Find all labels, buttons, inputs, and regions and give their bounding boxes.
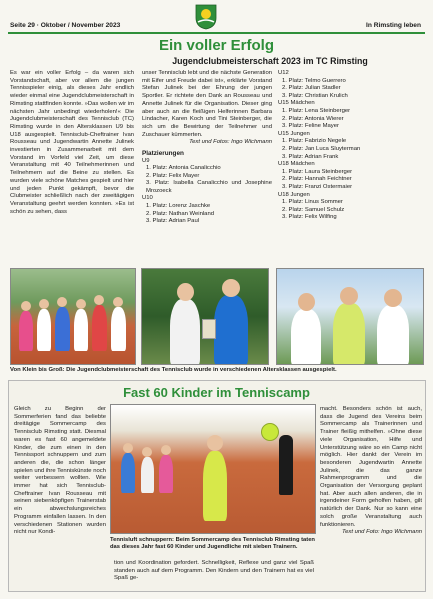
photo-award-ceremony — [141, 268, 269, 365]
article2-col3-text: macht. Besonders schön ist auch, dass die Jugend des Vereins beim Sommercamp als Trainerinnen und Trainer fleißig mithelfen. »Ohne diese viele Organisation, Hilfe und Unterstützung wäre so ein Camp nicht möglich. Hier dankt der Verein im besonderen Jugendwartin Annette Julinek, die das ganze Rahmenprogramm und die Organisation der Versorgung geplant hat. Aber auch allen anderen, die in irgendeiner Form geholfen haben, gilt natürlich der Dank. Nur so kann eine solch große Veranstaltung auch funktionieren. — [320, 406, 422, 528]
article2-column1 — [14, 406, 106, 537]
header-divider — [8, 32, 425, 34]
group-name: U15 Mädchen — [278, 100, 315, 107]
placement-item: 3. Platz: Adrian Frank — [282, 153, 339, 160]
placement-item: 3. Platz: Isabella Canalicchio und Josephine Mrozoeck — [146, 180, 272, 194]
placement-item: 2. Platz: Nathan Weinland — [146, 210, 215, 217]
article2-col1-text: Gleich zu Beginn der Sommerferien fand das beliebte dreitägige Sommercamp des Tennisclub Rimsting statt. Diesmal waren es fast 60 angemeldete Kinder, die zum einen in den Tennissport schnuppern und zum anderen die, die schon länger spielen und ihre Tenniskünste noch weiter verbessern wollten. Wie immer hat sich Tennisclub-Cheftrainer Ivan Rousseau mit seinen siebenköpfigen Trainerstab ein abwechslungsreiches Programm einfallen lassen. In den verschiedenen Stationen wurden nicht nur Kondi- — [14, 406, 106, 536]
placement-item: 3. Platz: Christian Krulich — [282, 92, 348, 99]
article1-column1 — [10, 70, 134, 216]
article1-photo-caption: Von Klein bis Groß: Die Jugendclubmeisterschaft des Tennisclub wurde in verschiedenen Altersklassen ausgespielt. — [10, 367, 337, 373]
placement-item: 1. Platz: Lena Steinberger — [282, 107, 351, 114]
article2-title: Fast 60 Kinder im Tenniscamp — [123, 385, 310, 400]
photo-girls-winners — [276, 268, 424, 365]
placements-heading: Platzierungen — [142, 149, 184, 157]
photo-tennis-camp — [110, 404, 316, 534]
article1-col2-text: unser Tennisclub lebt und die nächste Generation mit Eifer und Freude dabei ist«, erklärte Vorstand Stefan Julinek bei der Ehrung der jungen Sportler. Er richtete den Dank an Rousseau und Annette Julinek für die Organisation. Dieser ging aber auch an die fleißigen Helferinnen Barbara Lindacher, Karen Koch und Tini Steinberger, die sich um die Bewirtung der Teilnehmer und Zuschauer kümmerten. — [142, 70, 272, 138]
placement-item: 1. Platz: Telmo Guerrero — [282, 77, 346, 84]
placement-item: 1. Platz: Laura Steinberger — [282, 168, 353, 175]
placement-item: 3. Platz: Adrian Paul — [146, 218, 200, 225]
placement-item: 3. Platz: Felix Wilfing — [282, 214, 337, 221]
placement-item: 1. Platz: Linus Sommer — [282, 199, 343, 206]
placement-item: 2. Platz: Jan Luca Sluyterman — [282, 145, 361, 152]
photo-group-kids — [10, 268, 136, 365]
group-name: U12 — [278, 70, 289, 76]
article2-photo-caption: Tennisluft schnuppern: Beim Sommercamp des Tennisclub Rimsting taten das dieses Jahr fast 60 Kinder und Jugendliche mit sieben Trainern. — [110, 537, 315, 551]
group-u15-jungen — [278, 131, 424, 161]
article1-credit: Text und Fotos: Ingo Wichmann — [189, 139, 272, 146]
article1-title: Ein voller Erfolg — [158, 37, 275, 54]
placement-item: 3. Platz: Feline Mayer — [282, 123, 339, 130]
article1-col1-text: Es war ein voller Erfolg – da waren sich Vorstandschaft, aber vor allem die jungen Tennisspieler einig, als dieses Jahr endlich wieder einmal eine Jugendclubmeisterschaft in Rimsting stattfinden konnte. »Das wollen wir im nächsten Jahr unbedingt wiederholen!« Die Jugendclubmeisterschaft des Tennisclub (TC) Rimsting wurde in den Altersklassen U9 bis U18 ausgespielt. Tennisclub-Cheftrainer Ivan Rousseau und Jugendwartin Annette Julinek investierten in Zusammenarbeit mit dem Vorstand im Vorfeld viel Zeit, um diese Veranstaltung mit 40 Teilnehmerinnen und Teilnehmern auf die Beine zu stellen. Es wurden viele schöne Matches gespielt und hier und jeden Punkt gekämpft, bevor die Clubmeister schließlich nach der zweitägigen Veranstaltung geehrt werden konnten. »Es ist schön zu sehen, dass — [10, 70, 134, 215]
group-u9 — [142, 158, 272, 196]
group-u18-jungen — [278, 192, 424, 222]
group-name: U18 Mädchen — [278, 161, 315, 168]
placement-item: 1. Platz: Antonia Canalicchio — [146, 165, 221, 172]
placement-item: 2. Platz: Julian Stadler — [282, 85, 341, 92]
placement-item: 3. Platz: Franzi Ostermaier — [282, 183, 353, 190]
group-name: U10 — [142, 195, 153, 202]
group-u10 — [142, 195, 272, 225]
placement-item: 2. Platz: Hannah Feichtner — [282, 176, 352, 183]
municipality-crest-icon — [195, 4, 217, 30]
placement-item: 2. Platz: Samuel Schulz — [282, 206, 345, 213]
group-u15-maedchen — [278, 100, 424, 130]
group-u18-maedchen — [278, 161, 424, 191]
placement-item: 1. Platz: Fabrizio Negele — [282, 138, 347, 145]
article2-col2-text: tion und Koordination gefordert. Schnelligkeit, Reflexe und ganz viel Spaß standen auch auf dem Programm. Den Kindern und den Trainern hat es viel Spaß ge- — [114, 560, 314, 582]
article2-credit: Text und Foto: Ingo Wichmann — [342, 529, 422, 536]
page-header-left: Seite 29 · Oktober / November 2023 — [10, 22, 121, 29]
group-name: U9 — [142, 157, 150, 164]
placement-item: 1. Platz: Lorenz Jaschke — [146, 203, 211, 210]
group-name: U15 Jungen — [278, 130, 310, 137]
article2-column3 — [320, 406, 422, 537]
article1-subtitle: Jugendclubmeisterschaft 2023 im TC Rimsting — [172, 56, 368, 66]
placements-list-b — [278, 70, 424, 222]
article1-column2 — [142, 70, 272, 226]
group-u12 — [278, 70, 424, 100]
group-name: U18 Jungen — [278, 191, 310, 198]
page-header-right: In Rimsting leben — [366, 22, 421, 29]
placement-item: 2. Platz: Felix Mayer — [146, 172, 200, 179]
article2-column2 — [114, 560, 314, 583]
placements-list-a — [142, 150, 272, 226]
placement-item: 2. Platz: Antonia Wierer — [282, 115, 344, 122]
